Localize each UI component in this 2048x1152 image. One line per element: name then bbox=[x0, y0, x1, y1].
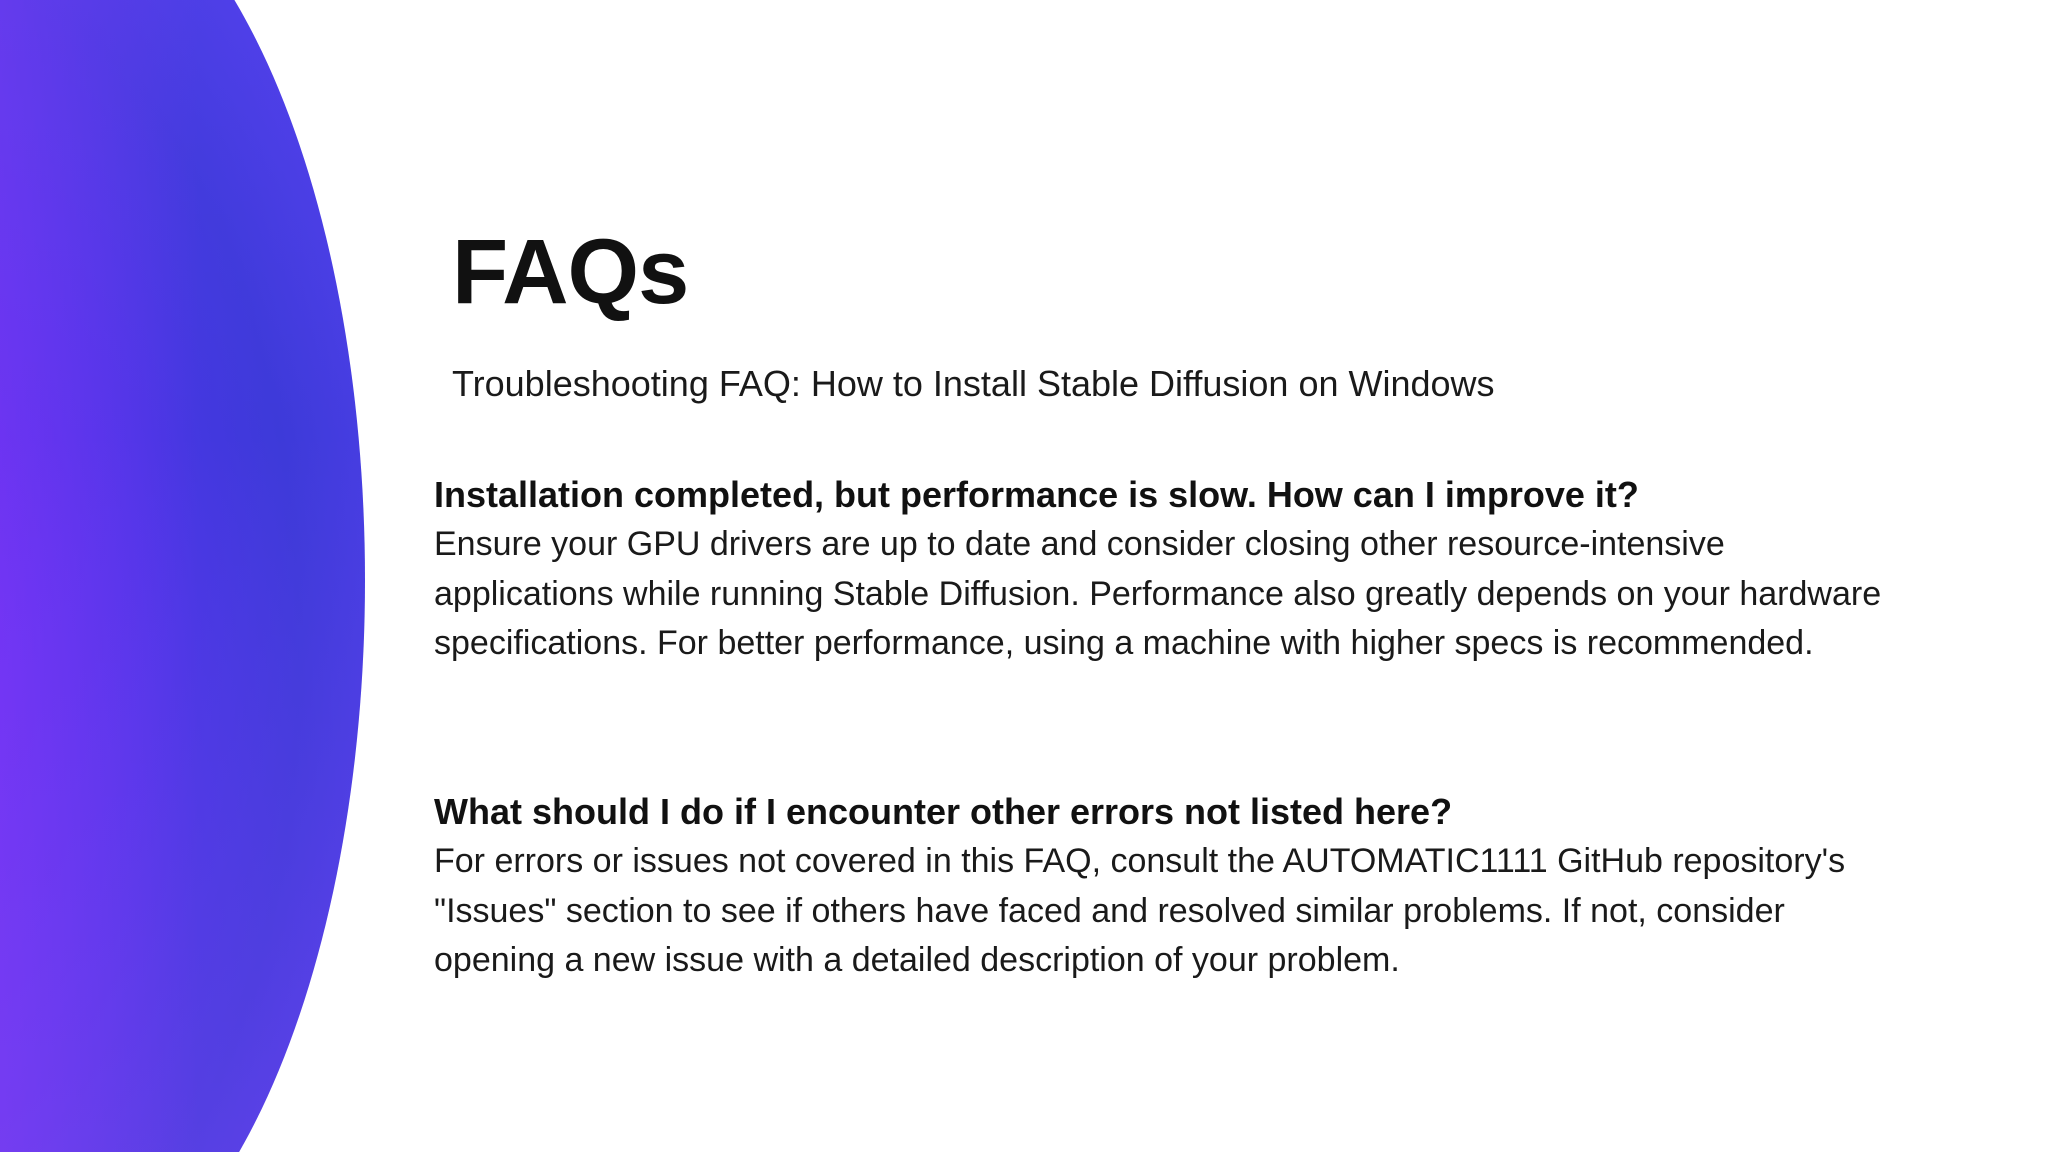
faq-item bbox=[434, 470, 1904, 669]
page-title: FAQs bbox=[452, 221, 689, 323]
page-subtitle: Troubleshooting FAQ: How to Install Stable Diffusion on Windows bbox=[452, 363, 1495, 404]
faq-answer: Ensure your GPU drivers are up to date and consider closing other resource-intensive applications while running Stable Diffusion. Performance also greatly depends on your hardware specifications. For better performance, using a machine with higher specs is recommended. bbox=[434, 525, 1882, 662]
faq-answer: For errors or issues not covered in this FAQ, consult the AUTOMATIC1111 GitHub repository's "Issues" section to see if others have faced and resolved similar problems. If not, consider opening a new issue with a detailed description of your problem. bbox=[434, 842, 1846, 979]
decorative-gradient-shape bbox=[0, 0, 365, 1152]
faq-item bbox=[434, 787, 1904, 986]
faq-question: Installation completed, but performance is slow. How can I improve it? bbox=[434, 474, 1639, 515]
faq-question: What should I do if I encounter other errors not listed here? bbox=[434, 791, 1453, 832]
